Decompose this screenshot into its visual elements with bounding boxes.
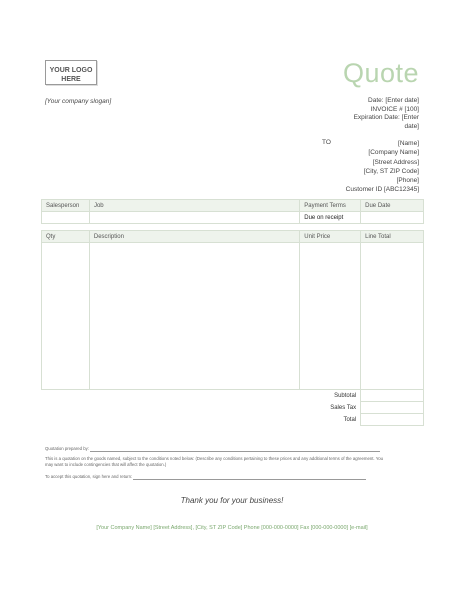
thank-you-message: Thank you for your business! — [180, 496, 284, 505]
line-items-table — [41, 230, 424, 426]
accept-line — [45, 474, 400, 480]
accept-label: To accept this quotation, sign here and return: — [45, 474, 133, 479]
recipient-street: [Street Address] — [372, 158, 419, 166]
payment-terms-cell[interactable]: Due on receipt — [300, 212, 361, 224]
invoice-number: INVOICE # [100] — [370, 105, 419, 113]
logo-placeholder — [45, 60, 97, 85]
prepared-by-signature-line[interactable] — [90, 451, 380, 452]
due-date-cell[interactable] — [361, 212, 424, 224]
quote-meta — [339, 97, 419, 131]
logo-line-1: YOUR LOGO — [49, 67, 93, 74]
recipient-city: [City, ST ZIP Code] — [363, 167, 419, 175]
subtotal-row — [42, 390, 424, 402]
total-row — [42, 414, 424, 426]
company-slogan: [Your company slogan] — [45, 98, 112, 105]
sales-tax-label: Sales Tax — [330, 404, 357, 411]
unit-price-cell[interactable] — [300, 243, 361, 390]
prepared-by-line — [45, 446, 400, 452]
table-header-row — [42, 231, 424, 243]
header-unit-price: Unit Price — [300, 231, 361, 243]
subtotal-value[interactable] — [361, 390, 424, 402]
sales-tax-row — [42, 402, 424, 414]
company-footer: [Your Company Name] [Street Address], [City, ST ZIP Code] Phone [000-000-0000] Fax [000-000-0000] [e-mail] — [96, 525, 368, 531]
total-value[interactable] — [361, 414, 424, 426]
document-title: Quote — [342, 58, 419, 88]
qty-cell[interactable] — [42, 243, 90, 390]
customer-id: Customer ID [ABC12345] — [345, 186, 419, 194]
line-total-cell[interactable] — [361, 243, 424, 390]
recipient-phone: [Phone] — [396, 177, 419, 185]
quote-date: Date: [Enter date] — [368, 97, 419, 104]
sales-info-table — [41, 199, 424, 224]
recipient-name: [Name] — [398, 140, 419, 147]
description-cell[interactable] — [89, 243, 299, 390]
table-header-row — [42, 200, 424, 212]
salesperson-cell[interactable] — [42, 212, 90, 224]
recipient-block — [319, 139, 419, 195]
table-row — [42, 212, 424, 224]
quotation-terms: This is a quotation on the goods named, subject to the conditions noted below: (Describe any conditions pertaining to these prices and any additional terms of the agreement. You may want to include contingencies that will affect the quotation.) — [45, 456, 383, 467]
header-description: Description — [89, 231, 299, 243]
header-qty: Qty — [42, 231, 90, 243]
to-label: TO — [322, 139, 331, 146]
header-job: Job — [89, 200, 299, 212]
header-payment-terms: Payment Terms — [300, 200, 361, 212]
job-cell[interactable] — [89, 212, 299, 224]
total-label: Total — [343, 416, 357, 423]
expiration-date: Expiration Date: [Enter date] — [353, 114, 419, 130]
accept-signature-line[interactable] — [133, 479, 366, 480]
logo-line-2: HERE — [61, 76, 81, 83]
recipient-company: [Company Name] — [368, 149, 419, 157]
header-due-date: Due Date — [361, 200, 424, 212]
prepared-by-label: Quotation prepared by: — [45, 446, 89, 451]
header-line-total: Line Total — [361, 231, 424, 243]
sales-tax-value[interactable] — [361, 402, 424, 414]
subtotal-label: Subtotal — [334, 392, 357, 399]
line-items-body — [42, 243, 424, 390]
header-salesperson: Salesperson — [42, 200, 90, 212]
